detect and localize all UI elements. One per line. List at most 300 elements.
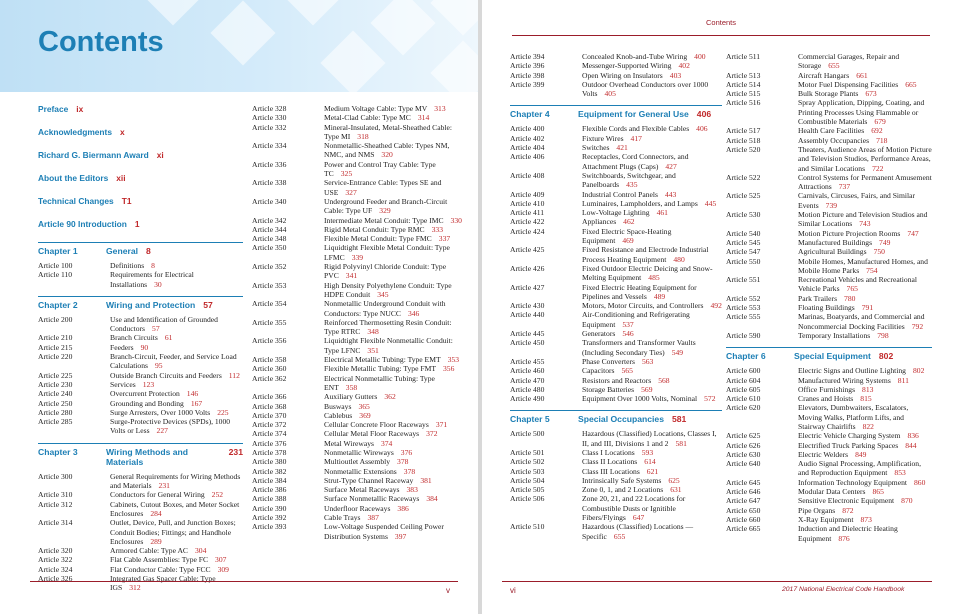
toc-entry[interactable]	[510, 134, 722, 143]
page-ref: 57	[152, 324, 160, 334]
article-text	[582, 134, 722, 143]
article-text	[582, 448, 722, 457]
toc-entry[interactable]	[510, 485, 722, 494]
article-number: Article 225	[38, 370, 73, 380]
article-number: Article 215	[38, 342, 73, 352]
toc-entry[interactable]	[510, 208, 722, 217]
toc-entry[interactable]	[252, 476, 464, 485]
toc-entry[interactable]	[252, 355, 464, 364]
toc-entry[interactable]	[726, 145, 932, 173]
chapter-heading[interactable]	[38, 242, 243, 256]
page-ref: 348	[367, 327, 379, 337]
article-text	[798, 303, 932, 312]
toc-entry[interactable]	[252, 494, 464, 503]
article-number: Article 590	[726, 330, 761, 340]
toc-entry[interactable]	[38, 399, 243, 408]
article-title: Cablebus	[324, 410, 353, 420]
toc-entry[interactable]	[726, 385, 932, 394]
toc-entry[interactable]	[38, 333, 243, 342]
article-number: Article 348	[252, 234, 287, 244]
toc-entry[interactable]	[38, 389, 243, 398]
toc-entry[interactable]	[38, 490, 243, 499]
toc-entry[interactable]	[726, 487, 932, 496]
article-number: Article 552	[726, 293, 761, 303]
toc-entry[interactable]	[252, 457, 464, 466]
toc-entry[interactable]	[38, 408, 243, 417]
toc-entry[interactable]	[726, 229, 932, 238]
article-text	[582, 71, 722, 80]
page-ref: 61	[164, 333, 173, 343]
page-number: v	[446, 586, 450, 595]
article-number: Article 355	[252, 317, 287, 327]
article-number: Article 450	[510, 338, 545, 348]
article-title: Commercial Garages, Repair and Storage	[798, 52, 900, 71]
article-number: Article 430	[510, 301, 545, 311]
article-title: Nonmetallic Wireways	[324, 447, 394, 457]
page-ref: 353	[447, 355, 459, 365]
article-title: Power and Control Tray Cable: Type TC	[324, 159, 436, 179]
toc-entry[interactable]	[726, 331, 932, 340]
toc-entry[interactable]	[726, 515, 932, 524]
page-ref: 661	[856, 70, 868, 80]
page-ref: 811	[897, 375, 909, 385]
article-title: Concealed Knob-and-Tube Wiring	[582, 52, 688, 61]
toc-entry[interactable]	[252, 178, 464, 197]
page-ref: 167	[190, 398, 203, 408]
toc-entry[interactable]	[510, 467, 722, 476]
toc-entry[interactable]	[726, 312, 932, 331]
toc-entry[interactable]	[726, 71, 932, 80]
article-number: Article 626	[726, 440, 761, 450]
page-ref: 1	[134, 219, 140, 229]
article-text	[324, 402, 464, 411]
front-matter-item[interactable]	[38, 104, 243, 114]
article-title: Park Trailers	[798, 293, 838, 303]
toc-entry[interactable]	[510, 448, 722, 457]
toc-entry[interactable]	[726, 366, 932, 375]
toc-entry[interactable]	[510, 429, 722, 448]
toc-entry[interactable]	[726, 431, 932, 440]
article-title: Agricultural Buildings	[798, 247, 867, 257]
article-title: Class I Locations	[582, 447, 635, 457]
toc-entry[interactable]	[38, 352, 243, 371]
article-number: Article 551	[726, 275, 761, 285]
toc-entry[interactable]	[252, 485, 464, 494]
article-title: Flat Conductor Cable: Type FCC	[110, 564, 211, 574]
toc-entry[interactable]	[510, 301, 722, 310]
article-text	[798, 80, 932, 89]
article-text	[798, 71, 932, 80]
toc-entry[interactable]	[726, 257, 932, 276]
article-text	[798, 312, 932, 331]
toc-entry[interactable]	[38, 343, 243, 352]
page-ref: 304	[195, 546, 207, 556]
chapter-heading[interactable]	[726, 347, 932, 361]
article-title: Metal Wireways	[324, 438, 374, 448]
toc-entry[interactable]	[252, 113, 464, 122]
toc-entry[interactable]	[510, 329, 722, 338]
article-title: Messenger-Supported Wiring	[582, 61, 672, 71]
article-number: Article 406	[510, 152, 545, 162]
toc-entry[interactable]	[38, 500, 243, 519]
toc-entry[interactable]	[726, 52, 932, 71]
article-number: Article 400	[510, 124, 545, 134]
toc-entry[interactable]	[252, 123, 464, 142]
article-text	[582, 217, 722, 226]
toc-entry[interactable]	[38, 472, 243, 491]
page-ref: 383	[406, 485, 418, 495]
article-text	[110, 490, 243, 499]
page-ref: 836	[907, 431, 919, 441]
page-ref: 95	[154, 361, 163, 371]
article-number: Article 502	[510, 457, 545, 467]
article-text	[110, 399, 243, 408]
article-number: Article 660	[726, 514, 761, 524]
toc-entry[interactable]	[252, 318, 464, 337]
toc-entry[interactable]	[726, 506, 932, 515]
article-text	[324, 411, 464, 420]
article-title: Resistors and Reactors	[582, 375, 652, 385]
toc-entry[interactable]	[252, 281, 464, 300]
toc-entry[interactable]	[726, 173, 932, 192]
front-matter-item[interactable]	[38, 173, 243, 183]
toc-entry[interactable]	[510, 394, 722, 403]
page-ref: 8	[151, 261, 155, 270]
article-number: Article 285	[38, 417, 73, 427]
page-ref: 565	[621, 366, 633, 376]
toc-entry[interactable]	[510, 366, 722, 375]
article-number: Article 665	[726, 524, 761, 534]
toc-entry[interactable]	[726, 459, 932, 478]
toc-entry[interactable]	[726, 441, 932, 450]
article-title: Zone 0, 1, and 2 Locations	[582, 485, 664, 495]
article-number: Article 322	[38, 555, 73, 565]
toc-entry[interactable]	[252, 104, 464, 113]
toc-entry[interactable]	[38, 555, 243, 564]
page-ref: 546	[622, 329, 634, 339]
toc-entry[interactable]	[726, 247, 932, 256]
toc-entry[interactable]	[38, 371, 243, 380]
chapter-heading[interactable]	[38, 296, 243, 310]
front-matter-label: About the Editors	[38, 173, 109, 183]
left-page	[0, 0, 478, 614]
toc-entry[interactable]	[252, 234, 464, 243]
page-ref: 549	[671, 347, 684, 357]
toc-entry[interactable]	[726, 89, 932, 98]
toc-entry[interactable]	[510, 227, 722, 246]
toc-entry[interactable]	[510, 217, 722, 226]
page-ref: 443	[664, 189, 677, 199]
page-ref: 231	[228, 446, 243, 457]
toc-entry[interactable]	[38, 270, 243, 289]
page-ref: 372	[426, 429, 438, 439]
article-number: Article 426	[510, 263, 545, 273]
toc-entry[interactable]	[252, 299, 464, 318]
toc-column-2	[252, 104, 464, 541]
toc-entry[interactable]	[252, 411, 464, 420]
toc-entry[interactable]	[510, 264, 722, 283]
page-ref: 572	[704, 394, 716, 404]
page-ref: 356	[442, 364, 455, 374]
article-title: Surface Metal Raceways	[324, 485, 400, 495]
article-title: Information Technology Equipment	[798, 477, 907, 487]
toc-entry[interactable]	[726, 394, 932, 403]
article-text	[798, 126, 932, 135]
article-text	[798, 238, 932, 247]
toc-entry[interactable]	[252, 402, 464, 411]
toc-entry[interactable]	[38, 565, 243, 574]
toc-entry[interactable]	[252, 429, 464, 438]
article-text	[582, 366, 722, 375]
toc-entry[interactable]	[510, 310, 722, 329]
article-number: Article 506	[510, 494, 545, 504]
article-title: Auxiliary Gutters	[324, 392, 378, 402]
article-number: Article 504	[510, 475, 545, 485]
page-ref: 427	[665, 161, 677, 171]
toc-entry[interactable]	[252, 448, 464, 457]
article-number: Article 324	[38, 564, 73, 574]
toc-entry[interactable]	[510, 80, 722, 99]
page-ref: 329	[379, 206, 391, 216]
toc-entry[interactable]	[510, 61, 722, 70]
article-title: Multioutlet Assembly	[324, 457, 391, 467]
toc-entry[interactable]	[252, 225, 464, 234]
article-number: Article 604	[726, 375, 761, 385]
page-ref: 381	[420, 475, 432, 485]
article-title: Low-Voltage Lighting	[582, 208, 650, 218]
article-number: Article 344	[252, 224, 287, 234]
toc-entry[interactable]	[38, 546, 243, 555]
article-number: Article 352	[252, 262, 287, 272]
article-number: Article 470	[510, 375, 545, 385]
toc-entry[interactable]	[510, 152, 722, 171]
article-text	[324, 318, 464, 337]
article-number: Article 514	[726, 79, 761, 89]
toc-entry[interactable]	[38, 417, 243, 436]
article-title: Intrinsically Safe Systems	[582, 475, 662, 485]
article-number: Article 342	[252, 215, 287, 225]
toc-entry[interactable]	[252, 336, 464, 355]
toc-entry[interactable]	[252, 141, 464, 160]
toc-entry[interactable]	[510, 357, 722, 366]
page-ref: 614	[644, 457, 656, 467]
toc-entry[interactable]	[252, 216, 464, 225]
footer-title: 2017 National Electrical Code Handbook	[782, 586, 905, 593]
article-number: Article 210	[38, 333, 73, 343]
article-text	[324, 123, 464, 142]
article-number: Article 620	[726, 403, 761, 413]
toc-entry[interactable]	[38, 261, 243, 270]
article-number: Article 605	[726, 384, 761, 394]
toc-entry[interactable]	[510, 522, 722, 541]
page-ref: 435	[626, 180, 638, 190]
article-text	[582, 301, 722, 310]
chapter-heading[interactable]	[38, 443, 243, 467]
front-matter-item[interactable]	[38, 196, 243, 206]
article-title: Fixed Electric Space-Heating Equipment	[582, 226, 672, 246]
article-text	[324, 197, 464, 216]
article-title: Surge Arresters, Over 1000 Volts	[110, 407, 211, 417]
article-title: Liquidtight Flexible Metal Conduit: Type LFMC	[324, 243, 450, 262]
toc-entry[interactable]	[726, 294, 932, 303]
toc-entry[interactable]	[726, 524, 932, 543]
toc-entry[interactable]	[726, 496, 932, 505]
toc-entry[interactable]	[38, 380, 243, 389]
page-ref: 358	[345, 382, 358, 392]
article-text	[582, 171, 722, 190]
article-number: Article 550	[726, 256, 761, 266]
page-ref: 406	[696, 124, 708, 134]
toc-entry[interactable]	[510, 143, 722, 152]
article-title: Surge-Protective Devices (SPDs), 1000 Volts or Less	[110, 417, 231, 436]
toc-entry[interactable]	[510, 124, 722, 133]
toc-entry[interactable]	[252, 197, 464, 216]
page-ref: 227	[156, 426, 168, 436]
toc-entry[interactable]	[252, 439, 464, 448]
chapter-title: Special Occupancies	[578, 414, 664, 425]
chapter-title: Equipment for General Use	[578, 109, 689, 120]
toc-entry[interactable]	[38, 518, 243, 546]
article-text	[324, 243, 464, 262]
chapter-heading[interactable]	[510, 410, 722, 424]
toc-entry[interactable]	[252, 522, 464, 541]
toc-entry[interactable]	[726, 238, 932, 247]
article-text	[582, 208, 722, 217]
article-title: Transformers and Transformer Vaults (Including Secondary Ties)	[582, 338, 696, 357]
toc-entry[interactable]	[510, 245, 722, 264]
toc-entry[interactable]	[726, 275, 932, 294]
article-title: Mineral-Insulated, Metal-Sheathed Cable: Type MI	[324, 122, 452, 141]
front-matter-item[interactable]	[38, 127, 243, 137]
article-number: Article 547	[726, 247, 761, 257]
article-title: Flexible Metal Conduit: Type FMC	[324, 234, 432, 244]
article-number: Article 500	[510, 429, 545, 439]
toc-entry[interactable]	[726, 191, 932, 210]
page-ref: 445	[704, 198, 717, 208]
article-number: Article 518	[726, 135, 761, 145]
toc-entry[interactable]	[726, 376, 932, 385]
article-text	[110, 518, 243, 546]
article-title: X-Ray Equipment	[798, 514, 854, 524]
article-text	[798, 506, 932, 515]
article-text	[582, 522, 722, 541]
page-ref: 849	[855, 449, 867, 459]
article-title: Control Systems for Permanent Amusement Attractions	[798, 172, 932, 192]
chapter-number: Chapter 6	[726, 351, 766, 362]
toc-entry[interactable]	[510, 385, 722, 394]
toc-entry[interactable]	[726, 80, 932, 89]
toc-entry[interactable]	[510, 71, 722, 80]
front-matter-label: Preface	[38, 104, 69, 114]
toc-entry[interactable]	[726, 403, 932, 431]
chapter-number: Chapter 4	[510, 109, 550, 120]
toc-entry[interactable]	[510, 376, 722, 385]
toc-entry[interactable]	[252, 160, 464, 179]
toc-entry[interactable]	[510, 476, 722, 485]
article-title: Marinas, Boatyards, and Commercial and Noncommercial Docking Facilities	[798, 312, 925, 331]
article-number: Article 625	[726, 431, 761, 441]
front-matter-item[interactable]	[38, 219, 243, 229]
toc-entry[interactable]	[252, 392, 464, 401]
article-text	[110, 555, 243, 564]
chapter-heading[interactable]	[510, 105, 722, 119]
page-ref: 307	[215, 555, 227, 565]
page-ref: T1	[121, 196, 132, 206]
article-number: Article 390	[252, 503, 287, 513]
toc-entry[interactable]	[726, 478, 932, 487]
page-ref: 625	[668, 475, 680, 485]
article-text	[798, 403, 932, 431]
toc-entry[interactable]	[510, 457, 722, 466]
toc-entry[interactable]	[252, 262, 464, 281]
article-text	[582, 52, 722, 61]
page-ref: 870	[901, 496, 913, 506]
toc-entry[interactable]	[252, 504, 464, 513]
toc-entry[interactable]	[252, 513, 464, 522]
article-number: Article 328	[252, 104, 287, 113]
toc-entry[interactable]	[510, 190, 722, 199]
toc-entry[interactable]	[252, 364, 464, 373]
toc-entry[interactable]	[726, 450, 932, 459]
article-text	[110, 333, 243, 342]
article-title: Hazardous (Classified) Locations, Classes I, II, and III, Divisions 1 and 2	[582, 429, 717, 448]
page-ref: 872	[842, 505, 854, 515]
article-number: Article 356	[252, 336, 287, 346]
footer-rule	[30, 581, 458, 582]
article-number: Article 366	[252, 392, 287, 402]
toc-entry[interactable]	[38, 574, 243, 593]
article-text	[798, 191, 932, 210]
article-text	[324, 448, 464, 457]
article-title: Hazardous (Classified) Locations — Specific	[582, 522, 694, 541]
toc-entry[interactable]	[510, 52, 722, 61]
article-title: Motion Picture Projection Rooms	[798, 228, 901, 238]
page-ref: xii	[116, 173, 126, 183]
article-title: Outlet, Device, Pull, and Junction Boxes; Conduit Bodies; Fittings; and Handhole Enclosures	[110, 518, 236, 546]
toc-entry[interactable]	[510, 494, 722, 522]
article-number: Article 511	[726, 52, 761, 61]
toc-entry[interactable]	[252, 420, 464, 429]
article-text	[110, 371, 243, 380]
toc-entry[interactable]	[726, 210, 932, 229]
toc-entry[interactable]	[510, 338, 722, 357]
page-ref: 378	[403, 466, 416, 476]
article-number: Article 427	[510, 282, 545, 292]
toc-entry[interactable]	[726, 136, 932, 145]
toc-entry[interactable]	[510, 199, 722, 208]
toc-entry[interactable]	[510, 283, 722, 302]
page-ref: 252	[211, 490, 224, 500]
toc-entry[interactable]	[726, 303, 932, 312]
toc-entry[interactable]	[726, 126, 932, 135]
article-number: Article 647	[726, 496, 761, 506]
article-title: Underground Feeder and Branch-Circuit Cable: Type UF	[324, 196, 448, 216]
toc-entry[interactable]	[252, 467, 464, 476]
toc-entry[interactable]	[252, 243, 464, 262]
toc-entry[interactable]	[726, 98, 932, 126]
article-text	[798, 441, 932, 450]
article-text	[582, 476, 722, 485]
toc-entry[interactable]	[510, 171, 722, 190]
article-text	[582, 394, 722, 403]
front-matter-item[interactable]	[38, 150, 243, 160]
page-ref: 346	[407, 308, 420, 318]
article-number: Article 425	[510, 245, 545, 255]
article-text	[324, 336, 464, 355]
running-head: Contents	[705, 18, 737, 27]
toc-entry[interactable]	[38, 315, 243, 334]
toc-entry[interactable]	[252, 374, 464, 393]
